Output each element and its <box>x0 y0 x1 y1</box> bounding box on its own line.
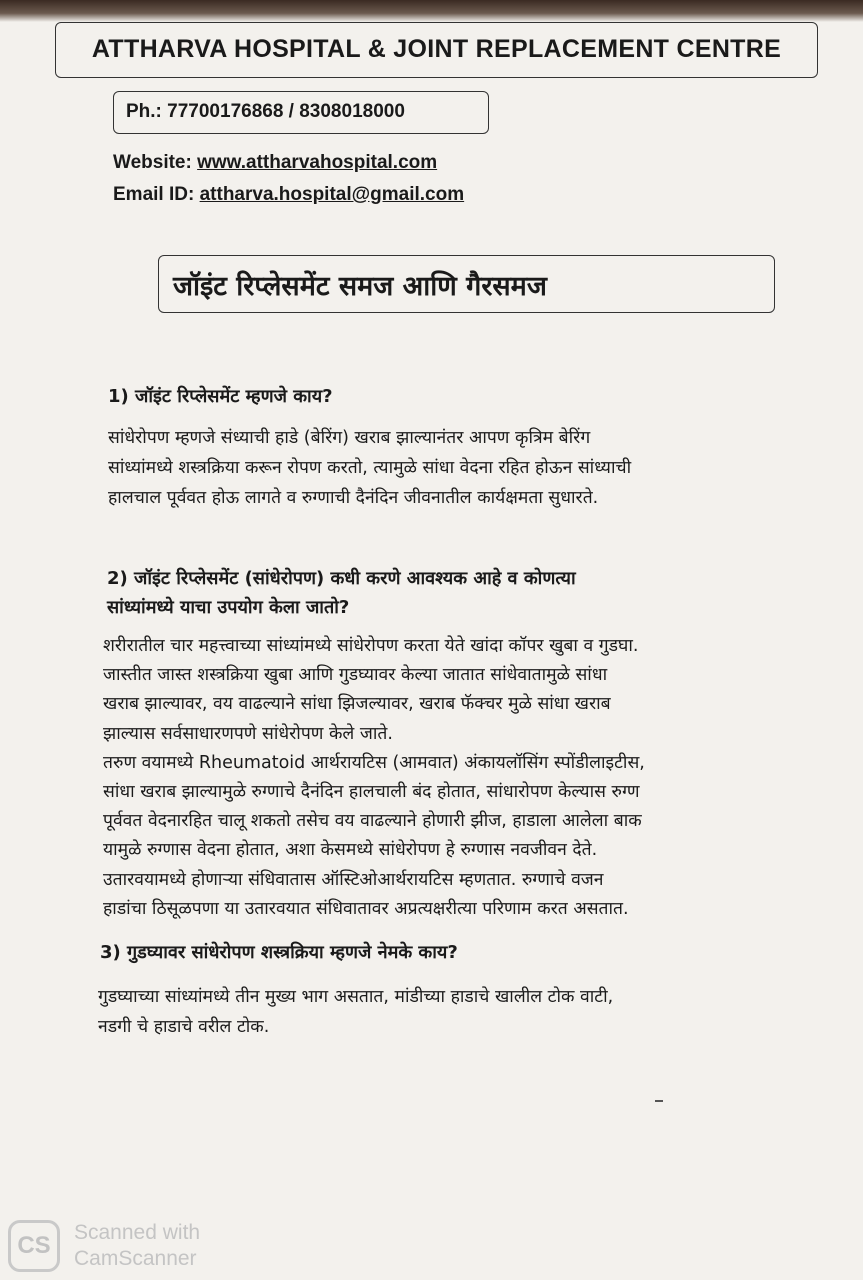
camscanner-logo-icon: CS <box>8 1220 60 1272</box>
text-line: पूर्ववत वेदनारहित चालू शकतो तसेच वय वाढल्याने होणारी झीज, हाडाला आलेला बाक <box>103 811 642 832</box>
text-line: गुडघ्याच्या सांध्यांमध्ये तीन मुख्य भाग असतात, मांडीच्या हाडाचे खालील टोक वाटी, <box>98 987 614 1007</box>
text-line: झाल्यास सर्वसाधारणपणे सांधेरोपण केले जाते. <box>103 723 393 744</box>
website-line <box>113 152 437 174</box>
watermark-line-2: CamScanner <box>74 1247 197 1270</box>
text-line: सांधा खराब झाल्यामुळे रुग्णाचे दैनंदिन हालचाली बंद होतात, सांधारोपण केल्यास रुग्ण <box>103 782 640 803</box>
text-line: शरीरातील चार महत्त्वाच्या सांध्यांमध्ये सांधेरोपण करता येते खांदा कॉपर खुबा व गुडघा. <box>103 636 639 656</box>
text-line: सांधेरोपण म्हणजे संध्याची हाडे (बेरिंग) खराब झाल्यानंतर आपण कृत्रिम बेरिंग <box>108 428 591 448</box>
text-line: तरुण वयामध्ये Rheumatoid आर्थरायटिस (आमवात) अंकायलॉसिंग स्पोंडीलाइटीस, <box>103 752 645 773</box>
text-line: सांध्यांमध्ये शस्त्रक्रिया करून रोपण करतो, त्यामुळे सांधा वेदना रहित होऊन सांध्याची <box>108 458 632 478</box>
phone-box <box>113 91 489 134</box>
stray-mark <box>655 1100 663 1102</box>
section-3-body <box>98 982 613 1042</box>
section-1-heading: 1) जॉइंट रिप्लेसमेंट म्हणजे काय? <box>108 386 333 407</box>
hospital-name: ATTHARVA HOSPITAL & JOINT REPLACEMENT CENTRE <box>91 35 782 63</box>
text-line: हालचाल पूर्ववत होऊ लागते व रुग्णाची दैनंदिन जीवनातील कार्यक्षमता सुधारते. <box>108 488 599 508</box>
camscanner-watermark <box>8 1220 228 1274</box>
section-2-heading <box>107 564 576 622</box>
text-line: जास्तीत जास्त शस्त्रक्रिया खुबा आणि गुडघ्यावर केल्या जातात सांधेवातामुळे सांधा <box>103 665 608 686</box>
scan-edge <box>0 0 863 22</box>
email-label: Email ID: <box>113 184 195 205</box>
watermark-line-1: Scanned with <box>74 1221 201 1244</box>
text-line: खराब झाल्यावर, वय वाढल्याने सांधा झिजल्यावर, खराब फॅक्चर मुळे सांधा खराब <box>103 694 611 715</box>
text-line: नडगी चे हाडाचे वरील टोक. <box>98 1017 270 1037</box>
website-label: Website: <box>113 152 192 173</box>
text-line: यामुळे रुग्णास वेदना होतात, अशा केसमध्ये सांधेरोपण हे रुग्णास नवजीवन देते. <box>103 840 598 861</box>
heading-line: 2) जॉइंट रिप्लेसमेंट (सांधेरोपण) कधी करणे आवश्यक आहे व कोणत्या <box>107 568 576 589</box>
email-line <box>113 184 464 206</box>
section-2-body <box>103 632 645 924</box>
document-title: जॉइंट रिप्लेसमेंट समज आणि गैरसमज <box>173 271 547 302</box>
phone-number: Ph.: 77700176868 / 8308018000 <box>126 101 405 122</box>
email-link[interactable]: attharva.hospital@gmail.com <box>199 184 465 205</box>
section-3-heading: 3) गुडघ्यावर सांधेरोपण शस्त्रक्रिया म्हणजे नेमके काय? <box>100 942 458 963</box>
website-link[interactable]: www.attharvahospital.com <box>197 152 438 173</box>
heading-line: सांध्यांमध्ये याचा उपयोग केला जातो? <box>107 597 350 618</box>
watermark-text <box>74 1220 200 1272</box>
text-line: उतारवयामध्ये होणाऱ्या संधिवातास ऑस्टिओआर्थरायटिस म्हणतात. रुग्णाचे वजन <box>103 869 604 890</box>
text-line: हाडांचा ठिसूळपणा या उतारवयात संधिवातावर अप्रत्यक्षरीत्या परिणाम करत असतात. <box>103 898 629 919</box>
section-1-body <box>108 423 631 513</box>
title-box <box>158 255 775 313</box>
hospital-header-box <box>55 22 818 78</box>
